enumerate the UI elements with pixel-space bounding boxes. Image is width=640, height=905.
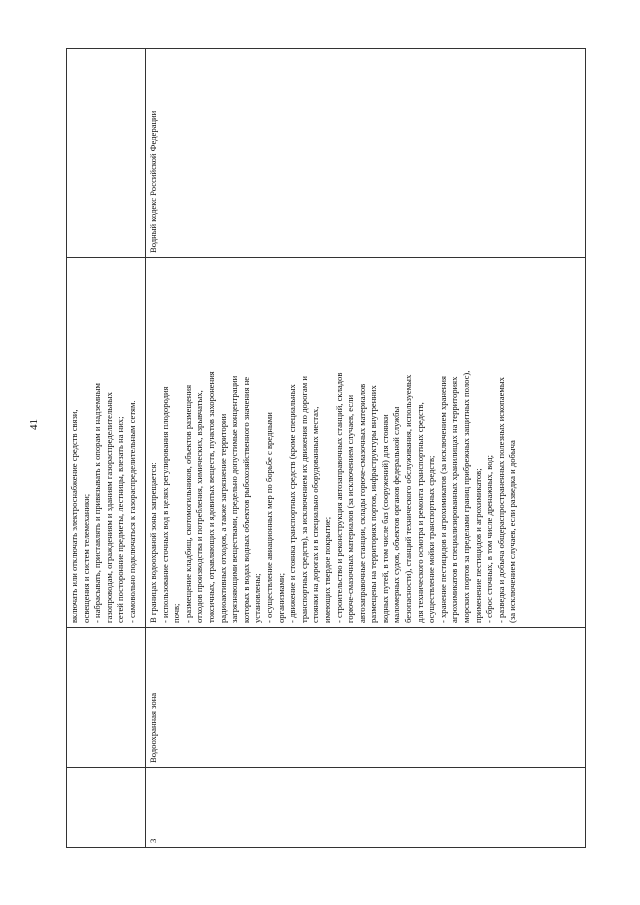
text-line: имеющих твердое покрытие; [321,516,332,623]
text-line: агрохимикатов в специализированных хранилищах на территориях [449,376,460,623]
cell-restrictions-continued [67,258,146,628]
text-line: - размещение кладбищ, скотомогильников, объектов размещения [182,384,193,623]
text-line: сетей посторонние предметы, лестницы, влезать на них; [115,416,126,623]
text-line: - хранение пестицидов и агрохимикатов (за исключением хранения [437,376,448,623]
text-line: которых в водах водных объектов рыбохозяйственного значения не [240,376,251,623]
cell-law-empty [67,49,146,258]
table-row [146,49,586,848]
text-line: - сброс сточных, в том числе дренажных, вод; [484,454,495,623]
text-line: горюче-смазочных материалов (за исключением случаев, если [345,394,356,623]
cell-law: Водный кодекс Российской Федерации [146,49,586,258]
text-line: осуществление мойки транспортных средств; [426,455,437,623]
text-line: морских портов за пределами границ прибрежных защитных полос), [461,370,472,623]
text-line: отходов производства и потребления, химических, взрывчатых, [194,390,205,623]
cell-zone-empty [67,628,146,768]
text-line: - строительство и реконструкция автозаправочных станций, складов [333,372,344,623]
text-line: организмами; [275,572,286,623]
text-line: автозаправочные станции, склады горюче-смазочных материалов [356,383,367,623]
text-line: - использование сточных вод в целях регулирования плодородия [159,386,170,623]
text-line: (за исключением случаев, если разведка и добыча [507,440,518,623]
text-line: маломерных судов, объектов органов федеральной службы [391,406,402,623]
cell-restrictions [146,258,586,628]
text-line: стоянки на дорогах и в специально оборудованных местах, [310,406,321,623]
cell-number: 3 [146,768,586,848]
text-line: водных путей, в том числе баз (сооружений) для стоянки [379,414,390,623]
cell-number-empty [67,768,146,848]
table-row [67,49,146,848]
rotated-table-wrapper [66,48,586,848]
text-line: - разведка и добыча общераспространенных полезных ископаемых [495,377,506,623]
text-line: - набрасывать, приставлять и привязывать к опорам и надземным [92,383,103,623]
restrictions-table [66,48,586,848]
text-line: размещены на территориях портов, инфраструктуры внутренних [368,385,379,623]
page-number: 41 [28,419,40,430]
text-line: газопроводам, ограждениям и зданиям газораспределительных [103,392,114,623]
text-line: транспортных средств), за исключением их движения по дорогам и [298,376,309,623]
text-line: безопасности), станций технического обслуживания, используемых [403,374,414,623]
text-line: - движение и стоянка транспортных средств (кроме специальных [287,384,298,623]
text-line: почв; [171,603,182,623]
text-line: для технического осмотра и ремонта транспортных средств, [414,402,425,623]
text-line: токсичных, отравляющих и ядовитых веществ, пунктов захоронения [205,371,216,623]
text-line: - осуществление авиационных мер по борьбе с вредными [263,412,274,623]
text-line: применение пестицидов и агрохимикатов; [472,468,483,623]
text-line: включать или отключать электроснабжение средств связи, [69,409,79,623]
text-line: радиоактивных отходов, а также загрязнение территории [217,413,228,623]
text-line: установлены; [252,573,263,623]
text-line: загрязняющими веществами, предельно допустимые концентрации [229,375,240,623]
text-line: - самовольно подключаться к газораспределительным сетям. [126,400,137,623]
cell-zone-name: Водоохранная зона [146,628,586,768]
text-line: освещения и систем телемеханики; [80,493,91,623]
text-line: В границах водоохраной зоны запрещается: [148,462,158,623]
